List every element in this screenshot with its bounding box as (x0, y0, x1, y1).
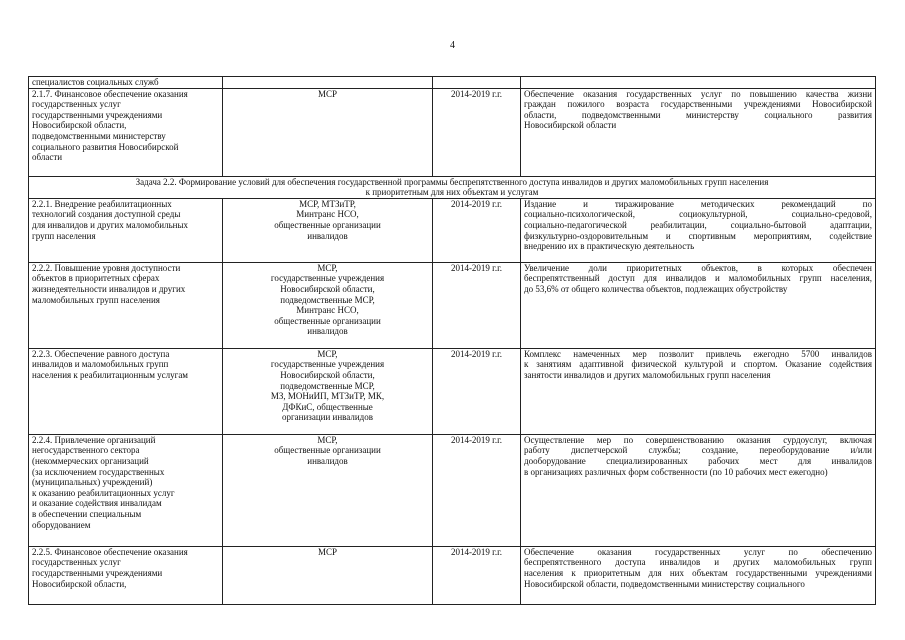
event-cell (29, 546, 223, 604)
result-cell (521, 262, 876, 348)
event-line: подведомственными министерству (32, 130, 166, 141)
executor-line: общественные организации (274, 219, 381, 230)
table-row (29, 434, 876, 546)
executor-cell (223, 77, 433, 89)
result-cell (521, 77, 876, 89)
table-row (29, 198, 876, 262)
event-line: оборудованием (32, 519, 91, 530)
result-line: области, подведомственными министерству социального развития (524, 109, 872, 120)
period-text: 2014-2019 г.г. (450, 348, 503, 359)
executor-line: МСР, (317, 262, 338, 273)
result-line: социально-психологической, социокультурной, социально-средовой, (524, 209, 872, 220)
executor-line: общественные организации (274, 315, 381, 326)
period-text: 2014-2019 г.г. (450, 88, 503, 99)
executor-cell (223, 348, 433, 434)
period-cell (433, 348, 521, 434)
result-line: Новосибирской области, подведомственными министерству социального (524, 578, 805, 589)
executor-line: ДФКиС, общественные (282, 401, 373, 412)
event-line: населения к реабилитационным услугам (32, 369, 189, 380)
event-cell (29, 348, 223, 434)
event-line: специалистов социальных служб (32, 77, 159, 87)
executor-line: государственные учреждения (270, 273, 385, 284)
result-line: Комплекс намеченных мер позволит привлечь ежегодно 5700 инвалидов (524, 348, 872, 359)
executor-line: государственные учреждения (270, 359, 385, 370)
executor-line: общественные организации (274, 445, 381, 456)
result-line: Увеличение доли приоритетных объектов, в которых обеспечен (524, 262, 872, 273)
event-cell (29, 88, 223, 176)
result-line: внедрению их в практическую деятельность (524, 241, 695, 252)
event-line: 2.2.5. Финансовое обеспечение оказания (32, 546, 188, 557)
result-line: Новосибирской области (524, 120, 617, 131)
page-number: 4 (450, 40, 455, 51)
result-line: населения к приоритетным для них объектам государственными учреждениями (524, 567, 872, 578)
event-line: жизнедеятельности инвалидов и других (32, 283, 186, 294)
event-line: 2.1.7. Финансовое обеспечение оказания (32, 88, 188, 99)
result-line: до 53,6% от общего количества объектов, подлежащих обустройству (524, 283, 788, 294)
executor-line: МЗ, МОНиИП, МТЗиТР, МК, (270, 391, 385, 402)
measures-table (28, 76, 876, 605)
event-line: социального развития Новосибирской (32, 141, 179, 152)
event-line: технологий создания доступной среды (32, 209, 181, 220)
event-line: 2.2.4. Привлечение организаций (32, 434, 156, 445)
event-line: государственных услуг (32, 99, 121, 110)
event-line: (за исключением государственных (32, 466, 165, 477)
result-line: Обеспечение оказания государственных услуг по обеспечению (524, 546, 872, 557)
executor-line: Новосибирской области, (280, 283, 375, 294)
result-line: Осуществление мер по совершенствованию оказания сурдоуслуг, включая (524, 434, 872, 445)
table-row (29, 546, 876, 604)
event-line: 2.2.2. Повышение уровня доступности (32, 262, 181, 273)
event-line: (некоммерческих организаций (32, 455, 149, 466)
executor-line: подведомственные МСР, (280, 294, 375, 305)
executor-cell (223, 546, 433, 604)
event-line: государственными учреждениями (32, 109, 163, 120)
task-heading-line: к приоритетным для них объектам и услугам (365, 187, 539, 198)
event-line: в обеспечении специальным (32, 508, 142, 519)
event-line: для инвалидов и других маломобильных (32, 219, 189, 230)
event-line: групп населения (32, 230, 96, 241)
period-cell (433, 434, 521, 546)
result-line: в организациях различных форм собственности (по 10 рабочих мест ежегодно) (524, 466, 828, 477)
result-line: Издание и тиражирование методических рекомендаций по (524, 198, 872, 209)
period-cell (433, 262, 521, 348)
table-row (29, 348, 876, 434)
event-line: (муниципальных) учреждений) (32, 477, 153, 488)
result-line: занятости инвалидов и других маломобильных групп населения (524, 369, 771, 380)
executor-line: подведомственные МСР, (280, 380, 375, 391)
event-cell (29, 262, 223, 348)
executor-line: Минтранс НСО, (296, 209, 359, 220)
event-cell (29, 198, 223, 262)
result-line: дооборудование специализированных рабочих мест для инвалидов (524, 455, 872, 466)
executor-cell (223, 434, 433, 546)
executor-line: Минтранс НСО, (296, 305, 359, 316)
result-cell (521, 88, 876, 176)
period-cell (433, 198, 521, 262)
event-cell (29, 434, 223, 546)
executor-line: МСР, (317, 348, 338, 359)
result-line: Обеспечение оказания государственных услуг по повышению качества жизни (524, 88, 872, 99)
event-line: Новосибирской области, (32, 120, 127, 131)
event-line: области (32, 152, 63, 163)
task-heading-line: Задача 2.2. Формирование условий для обеспечения государственной программы беспрепятственного доступа инвалидов и других маломобильных групп населения (135, 176, 769, 187)
period-text: 2014-2019 г.г. (450, 546, 503, 557)
event-line: к оказанию реабилитационных услуг (32, 487, 175, 498)
executor-line: Новосибирской области, (280, 369, 375, 380)
period-cell (433, 546, 521, 604)
executor-line: организации инвалидов (281, 412, 374, 423)
executor-line: инвалидов (307, 230, 348, 241)
result-cell (521, 546, 876, 604)
period-cell (433, 88, 521, 176)
table-row (29, 262, 876, 348)
executor-cell (223, 262, 433, 348)
event-line: Новосибирской области, (32, 578, 127, 589)
event-cell (29, 77, 223, 89)
executor-line: МСР, (317, 434, 338, 445)
event-line: 2.2.1. Внедрение реабилитационных (32, 198, 172, 209)
period-cell (433, 77, 521, 89)
period-text: 2014-2019 г.г. (450, 262, 503, 273)
result-line: к занятиям адаптивной физической культурой и спортом. Оказание содействия (524, 359, 872, 370)
executor-line: МСР (317, 88, 337, 99)
result-cell (521, 434, 876, 546)
event-line: объектов в приоритетных сферах (32, 273, 160, 284)
result-cell (521, 198, 876, 262)
task-row (29, 176, 876, 198)
event-line: 2.2.3. Обеспечение равного доступа (32, 348, 170, 359)
result-line: работу диспетчерской службы; создание, переоборудование и/или (524, 445, 872, 456)
event-line: государственных услуг (32, 557, 121, 568)
result-line: беспрепятственного доступа инвалидов и других маломобильных групп (524, 557, 872, 568)
result-line: социально-педагогической реабилитации, социально-бытовой адаптации, (524, 219, 872, 230)
event-line: государственными учреждениями (32, 567, 163, 578)
event-line: маломобильных групп населения (32, 294, 160, 305)
result-cell (521, 348, 876, 434)
executor-cell (223, 198, 433, 262)
event-line: и оказание содействия инвалидам (32, 498, 162, 509)
executor-line: инвалидов (307, 455, 348, 466)
table-row (29, 88, 876, 176)
executor-line: МСР, МТЗиТР, (299, 198, 356, 209)
executor-line: инвалидов (307, 326, 348, 337)
event-line: негосударственного сектора (32, 445, 140, 456)
result-line: физкультурно-оздоровительным и спортивным мероприятиям, содействие (524, 230, 872, 241)
table-row (29, 77, 876, 89)
task-heading (29, 176, 876, 198)
result-line: беспрепятственный доступ для инвалидов и маломобильных групп населения, (524, 273, 872, 284)
event-line: инвалидов и маломобильных групп (32, 359, 169, 370)
result-line: граждан пожилого возраста государственными учреждениями Новосибирской (524, 99, 872, 110)
period-text: 2014-2019 г.г. (450, 434, 503, 445)
executor-line: МСР (317, 546, 337, 557)
executor-cell (223, 88, 433, 176)
period-text: 2014-2019 г.г. (450, 198, 503, 209)
